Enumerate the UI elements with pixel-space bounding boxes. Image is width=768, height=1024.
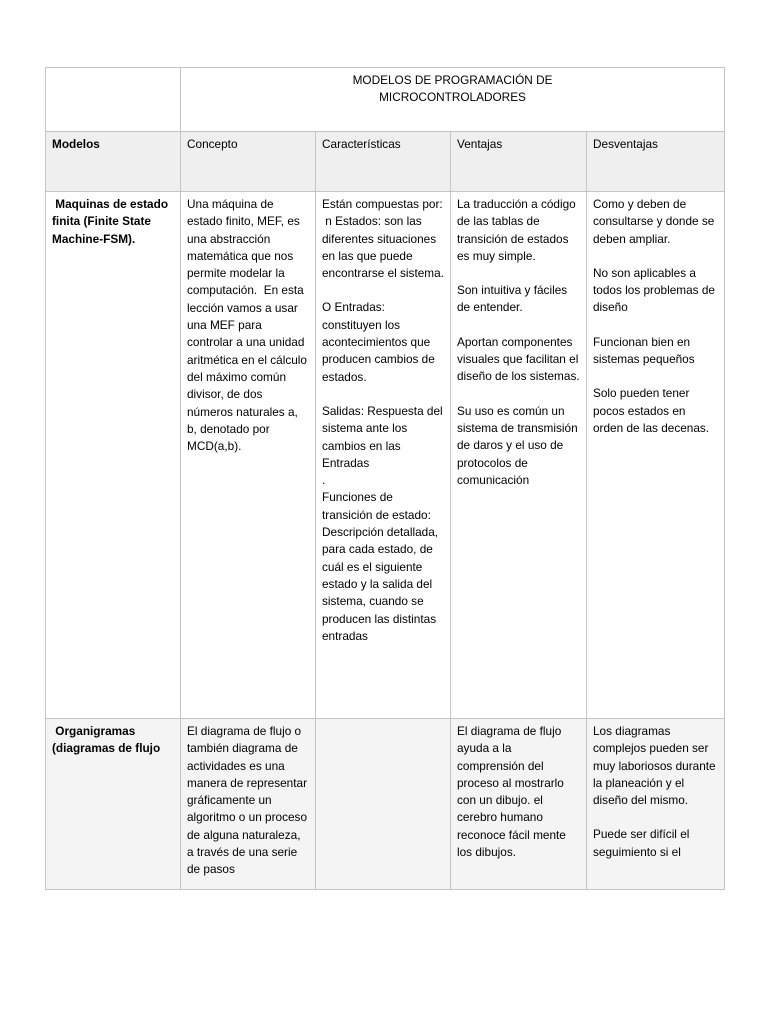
header-caracteristicas: Características — [316, 132, 451, 192]
table-title — [181, 68, 725, 132]
model-name: Maquinas de estado finita (Finite State Machine-FSM). — [52, 197, 172, 246]
header-desventajas: Desventajas — [587, 132, 725, 192]
caracteristicas-paragraph: O Entradas: constituyen los acontecimientos que producen cambios de estados. — [322, 300, 439, 384]
caracteristicas-cell — [316, 192, 451, 719]
table-row-organigramas — [46, 719, 725, 890]
models-table — [45, 67, 725, 890]
model-name: Organigramas (diagramas de flujo — [52, 724, 161, 756]
desventajas-cell — [587, 719, 725, 890]
desventajas-paragraph: Solo pueden tener pocos estados en orden de las decenas. — [593, 386, 710, 435]
desventajas-paragraph: Como y deben de consultarse y donde se deben ampliar. — [593, 197, 718, 246]
concepto-cell — [181, 719, 316, 890]
ventajas-text: El diagrama de flujo ayuda a la comprensión del proceso al mostrarlo con un dibujo. el cerebro humano reconoce fácil mente los dibujos. — [457, 724, 570, 860]
title-line-2: MICROCONTROLADORES — [379, 90, 526, 105]
ventajas-cell — [451, 719, 587, 890]
desventajas-paragraph: Puede ser difícil el seguimiento si el — [593, 827, 693, 859]
title-row — [46, 68, 725, 132]
title-blank-cell — [46, 68, 181, 132]
ventajas-paragraph: La traducción a código de las tablas de transición de estados es muy simple. — [457, 197, 579, 263]
ventajas-paragraph: Son intuitiva y fáciles de entender. — [457, 283, 571, 315]
header-row — [46, 132, 725, 192]
caracteristicas-cell — [316, 719, 451, 890]
desventajas-paragraph: Funcionan bien en sistemas pequeños — [593, 334, 695, 367]
ventajas-cell — [451, 192, 587, 719]
ventajas-paragraph: Su uso es común un sistema de transmisión de daros y el uso de protocolos de comunicación — [457, 403, 581, 487]
ventajas-paragraph: Aportan componentes visuales que facilitan el diseño de los sistemas. — [457, 334, 582, 384]
concepto-text: El diagrama de flujo o también diagrama de actividades es una manera de representar gráficamente un algoritmo o un proceso de alguna naturaleza, a través de una serie de pasos — [187, 724, 311, 877]
header-ventajas: Ventajas — [451, 132, 587, 192]
title-line-1: MODELOS DE PROGRAMACIÓN DE — [352, 73, 553, 87]
desventajas-paragraph: Los diagramas complejos pueden ser muy laboriosos durante la planeación y el diseño del mismo. — [593, 724, 719, 808]
table-row-fsm — [46, 192, 725, 719]
header-concepto: Concepto — [181, 132, 316, 192]
concepto-text: Una máquina de estado finito, MEF, es una abstracción matemática que nos permite modelar la computación. En esta lección vamos a usar una MEF para controlar a una unidad aritmética en el cálculo del máximo común divisor, de dos números naturales a, b, denotado por MCD(a,b). — [187, 197, 311, 454]
desventajas-cell — [587, 192, 725, 719]
concepto-cell — [181, 192, 316, 719]
desventajas-paragraph: No son aplicables a todos los problemas de diseño — [593, 265, 719, 315]
model-name-cell — [46, 192, 181, 719]
caracteristicas-paragraph: Están compuestas por: n Estados: son las diferentes situaciones en las que puede encontrarse el sistema. — [322, 197, 444, 281]
model-name-cell — [46, 719, 181, 890]
header-modelos: Modelos — [46, 132, 181, 192]
caracteristicas-paragraph: Salidas: Respuesta del sistema ante los cambios en las Entradas . Funciones de transición de estado: Descripción detallada, para cada estado, de cuál es el siguiente estado y la salida del sistema, cuando se producen las distintas entradas — [322, 403, 443, 643]
